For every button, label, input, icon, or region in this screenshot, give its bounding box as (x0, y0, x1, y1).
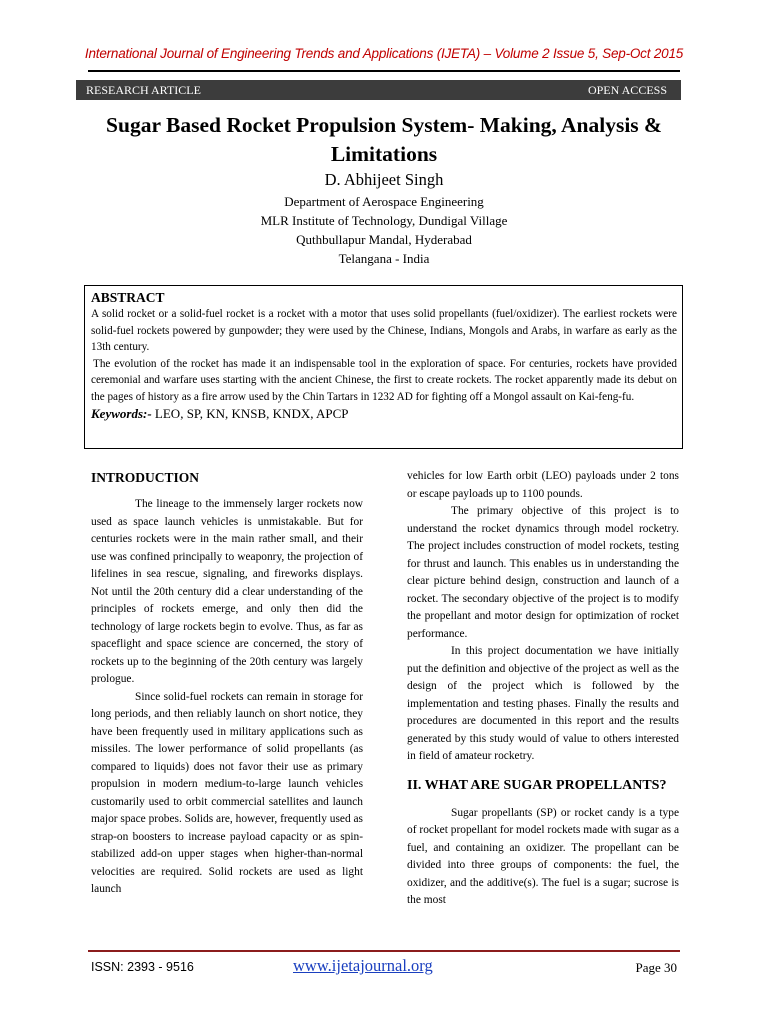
author-name: D. Abhijeet Singh (324, 170, 444, 189)
affiliation (0, 192, 768, 268)
journal-website-link[interactable]: www.ijetajournal.org (293, 956, 433, 975)
title-line-1: Sugar Based Rocket Propulsion System- Making, Analysis & (106, 113, 662, 137)
abstract-box (84, 285, 683, 449)
title-line-2: Limitations (330, 142, 438, 166)
keywords (91, 405, 677, 423)
body-paragraph: vehicles for low Earth orbit (LEO) payloads under 2 tons or escape payloads up to 1100 pounds. (407, 470, 679, 500)
section-heading-introduction: INTRODUCTION (91, 470, 200, 485)
affiliation-line: Department of Aerospace Engineering (284, 194, 484, 209)
left-column (91, 468, 363, 899)
keywords-label: Keywords:- (91, 406, 152, 421)
open-access-label: OPEN ACCESS (587, 82, 667, 97)
section-heading-sugar-propellants: II. WHAT ARE SUGAR PROPELLANTS? (407, 777, 667, 793)
footer-rule (88, 950, 680, 952)
body-paragraph: Sugar propellants (SP) or rocket candy is a type of rocket propellant for model rockets made with sugar as a fuel, and containing an oxidizer. The propellant can be divided into three groups of components: the fuel, the oxidizer, and the additive(s). The fuel is a sugar; sucrose is the most (407, 806, 679, 906)
abstract-heading: ABSTRACT (91, 290, 165, 305)
page-footer (91, 956, 681, 980)
body-paragraph: The primary objective of this project is to understand the rocket dynamics through model rocketry. The project includes construction of model rockets, testing for thrust and launch. This enables us in understanding the clear picture behind design, construction and launch of a rocket. The secondary objective of the project is to modify the propellant and motor design for optimization of rocket performance. (407, 505, 679, 640)
body-paragraph: The lineage to the immensely larger rockets now used as space launch vehicles is unmistakable. But for centuries rockets were in the main rather small, and their use was confined principally to weaponry, the projection of lifelines in sea rescue, signaling, and fireworks displays. Not until the 20th century did a clear understanding of the principles of rockets emerge, and only then did the technology of large rockets begin to evolve. Thus, as far as spaceflight and space science are concerned, the story of rockets up to the beginning of the 20th century was largely prologue. (91, 498, 363, 685)
paper-title (60, 111, 708, 169)
affiliation-line: MLR Institute of Technology, Dundigal Village (260, 213, 508, 228)
journal-header: International Journal of Engineering Trends and Applications (IJETA) – Volume 2 Issue 5, Sep-Oct 2015 (84, 46, 684, 61)
article-type-bar (76, 80, 681, 100)
page-number: Page 30 (635, 960, 677, 975)
abstract-paragraph: The evolution of the rocket has made it an indispensable tool in the exploration of space. For centuries, rockets have provided ceremonial and warfare uses starting with the ancient Chinese, the first to create rockets. The rocket apparently made its debut on the pages of history as a fire arrow used by the Chin Tartars in 1232 AD for fighting off a Mongol assault on Kai-feng-fu. (91, 357, 677, 403)
body-paragraph: Since solid-fuel rockets can remain in storage for long periods, and then reliably launch on short notice, they have been frequently used in military applications such as missiles. The lower performance of solid propellants (as compared to liquids) does not favor their use as primary propulsion in modern medium-to-large launch vehicles customarily used to orbit commercial satellites and launch major space probes. Solids are, however, frequently used as strap-on boosters to increase payload capacity or as spin-stabilized add-on upper stages when higher-than-normal velocities are required. Solid rockets are used as light launch (91, 690, 363, 895)
research-article-label: RESEARCH ARTICLE (86, 82, 201, 97)
abstract-paragraph: A solid rocket or a solid-fuel rocket is a rocket with a motor that uses solid propellants (fuel/oxidizer). The earliest rockets were solid-fuel rockets powered by gunpowder; they were used by the Chinese, Indians, Mongols and Arabs, in warfare as early as the 13th century. (91, 308, 677, 353)
right-column (407, 468, 679, 910)
header-rule (88, 70, 680, 72)
issn-number: ISSN: 2393 - 9516 (91, 960, 194, 974)
body-paragraph: In this project documentation we have initially put the definition and objective of the project as well as the design of the project which is followed by the implementation and testing phases. Finally the results and procedures are documented in this report and the results generated by this study would of value to others interested in field of amateur rocketry. (407, 645, 679, 762)
keywords-text: LEO, SP, KN, KNSB, KNDX, APCP (151, 406, 349, 421)
affiliation-line: Telangana - India (338, 251, 430, 266)
affiliation-line: Quthbullapur Mandal, Hyderabad (296, 232, 472, 247)
